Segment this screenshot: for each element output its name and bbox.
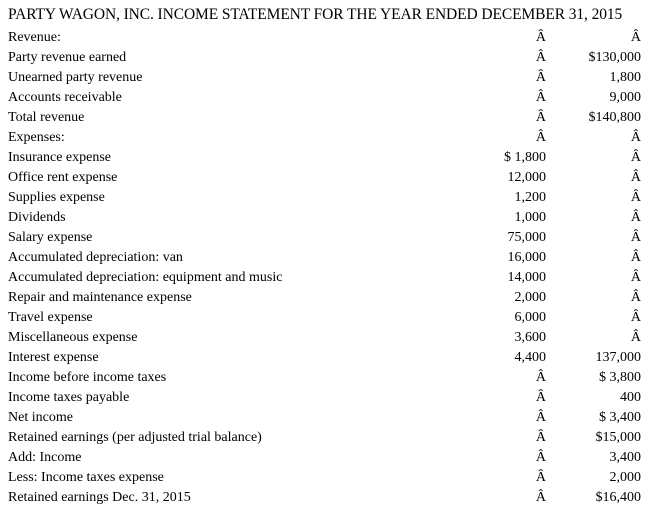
amount-column-2: $ 3,400 — [599, 410, 641, 425]
statement-rows — [0, 28, 655, 508]
amount-column-1: 4,400 — [514, 350, 546, 365]
row-label: Total revenue — [8, 110, 85, 125]
amount-column-2: 137,000 — [595, 350, 641, 365]
amount-column-2: $15,000 — [595, 430, 641, 445]
amount-column-1: Â — [535, 370, 546, 385]
statement-row — [0, 468, 655, 488]
statement-title: PARTY WAGON, INC. INCOME STATEMENT FOR THE YEAR ENDED DECEMBER 31, 2015 — [8, 6, 623, 23]
amount-column-1: Â — [535, 490, 546, 505]
amount-column-1: 1,200 — [514, 190, 546, 205]
amount-column-2: 1,800 — [609, 70, 641, 85]
statement-row — [0, 408, 655, 428]
amount-column-1: Â — [535, 90, 546, 105]
statement-row — [0, 228, 655, 248]
amount-column-2: Â — [630, 150, 641, 165]
statement-row — [0, 428, 655, 448]
amount-column-2: $140,800 — [588, 110, 641, 125]
statement-row — [0, 128, 655, 148]
statement-row — [0, 488, 655, 508]
amount-column-1: Â — [535, 390, 546, 405]
amount-column-2: Â — [630, 330, 641, 345]
amount-column-1: 2,000 — [514, 290, 546, 305]
statement-row — [0, 188, 655, 208]
amount-column-2: Â — [630, 30, 641, 45]
row-label: Office rent expense — [8, 170, 118, 185]
amount-column-1: Â — [535, 110, 546, 125]
amount-column-2: 9,000 — [609, 90, 641, 105]
row-label: Revenue: — [8, 30, 61, 45]
statement-row — [0, 48, 655, 68]
row-label: Accumulated depreciation: equipment and music — [8, 270, 283, 285]
amount-column-2: 2,000 — [609, 470, 641, 485]
row-label: Retained earnings (per adjusted trial balance) — [8, 430, 262, 445]
amount-column-2: Â — [630, 310, 641, 325]
amount-column-1: 16,000 — [507, 250, 546, 265]
row-label: Interest expense — [8, 350, 99, 365]
statement-row — [0, 268, 655, 288]
amount-column-2: Â — [630, 130, 641, 145]
amount-column-2: Â — [630, 190, 641, 205]
amount-column-1: Â — [535, 450, 546, 465]
row-label: Expenses: — [8, 130, 65, 145]
amount-column-1: Â — [535, 70, 546, 85]
statement-row — [0, 328, 655, 348]
statement-row — [0, 388, 655, 408]
row-label: Net income — [8, 410, 73, 425]
amount-column-2: Â — [630, 230, 641, 245]
amount-column-1: 14,000 — [507, 270, 546, 285]
row-label: Miscellaneous expense — [8, 330, 138, 345]
row-label: Retained earnings Dec. 31, 2015 — [8, 490, 191, 505]
amount-column-1: Â — [535, 470, 546, 485]
statement-row — [0, 308, 655, 328]
statement-row — [0, 88, 655, 108]
amount-column-2: Â — [630, 250, 641, 265]
row-label: Dividends — [8, 210, 66, 225]
amount-column-1: Â — [535, 30, 546, 45]
statement-row — [0, 28, 655, 48]
amount-column-1: 1,000 — [514, 210, 546, 225]
statement-row — [0, 168, 655, 188]
amount-column-1: 12,000 — [507, 170, 546, 185]
row-label: Income taxes payable — [8, 390, 130, 405]
amount-column-2: $ 3,800 — [599, 370, 641, 385]
amount-column-1: Â — [535, 130, 546, 145]
amount-column-2: Â — [630, 170, 641, 185]
statement-row — [0, 348, 655, 368]
amount-column-2: 3,400 — [609, 450, 641, 465]
amount-column-2: $16,400 — [595, 490, 641, 505]
row-label: Accumulated depreciation: van — [8, 250, 183, 265]
amount-column-1: 6,000 — [514, 310, 546, 325]
statement-row — [0, 68, 655, 88]
amount-column-2: Â — [630, 210, 641, 225]
amount-column-2: Â — [630, 290, 641, 305]
statement-row — [0, 248, 655, 268]
row-label: Insurance expense — [8, 150, 112, 165]
statement-row — [0, 448, 655, 468]
row-label: Unearned party revenue — [8, 70, 143, 85]
row-label: Travel expense — [8, 310, 93, 325]
amount-column-1: 3,600 — [514, 330, 546, 345]
row-label: Add: Income — [8, 450, 82, 465]
row-label: Income before income taxes — [8, 370, 167, 385]
amount-column-2: $130,000 — [588, 50, 641, 65]
statement-row — [0, 208, 655, 228]
amount-column-1: 75,000 — [507, 230, 546, 245]
statement-row — [0, 148, 655, 168]
row-label: Less: Income taxes expense — [8, 470, 164, 485]
amount-column-1: Â — [535, 50, 546, 65]
row-label: Salary expense — [8, 230, 93, 245]
amount-column-1: Â — [535, 430, 546, 445]
statement-row — [0, 368, 655, 388]
row-label: Supplies expense — [8, 190, 105, 205]
amount-column-2: 400 — [620, 390, 641, 405]
row-label: Accounts receivable — [8, 90, 122, 105]
row-label: Party revenue earned — [8, 50, 127, 65]
row-label: Repair and maintenance expense — [8, 290, 192, 305]
amount-column-1: Â — [535, 410, 546, 425]
statement-row — [0, 288, 655, 308]
statement-row — [0, 108, 655, 128]
amount-column-1: $ 1,800 — [504, 150, 546, 165]
amount-column-2: Â — [630, 270, 641, 285]
